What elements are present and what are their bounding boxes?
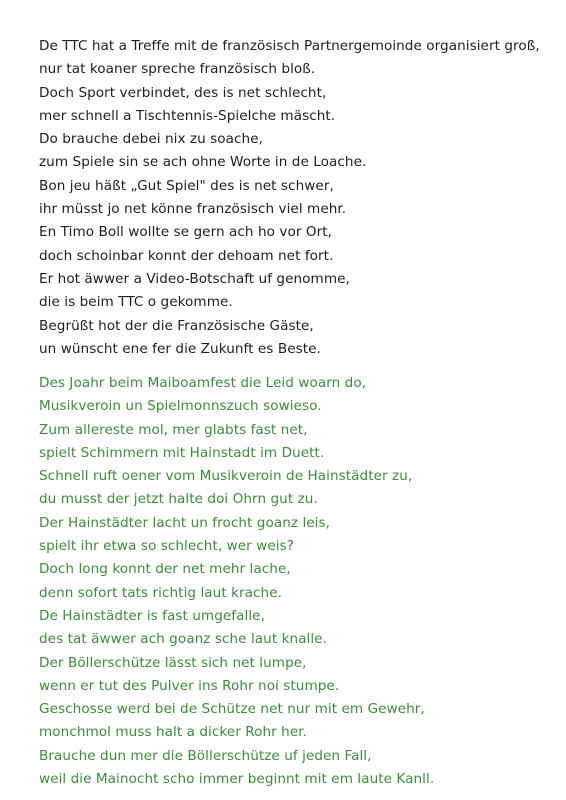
poem-line: des tat äwwer ach goanz sche laut knalle. (39, 631, 327, 648)
poem-stanza-maiboamfest (39, 372, 559, 791)
poem-line: Schnell ruft oener vom Musikveroin de Hainstädter zu, (39, 468, 413, 485)
poem-line: wenn er tut des Pulver ins Rohr noi stumpe. (39, 677, 340, 694)
poem-line: Er hot äwwer a Video-Botschaft uf genomme, (39, 270, 350, 287)
poem-line: spielt Schimmern mit Hainstadt im Duett. (39, 444, 325, 461)
poem-line: Zum allereste mol, mer glabts fast net, (39, 421, 308, 438)
poem-line: un wünscht ene fer die Zukunft es Beste. (39, 340, 321, 357)
poem-line: Des Joahr beim Maiboamfest die Leid woarn do, (39, 375, 367, 391)
poem-line: mer schnell a Tischtennis-Spielche mäscht. (39, 107, 336, 124)
poem-line: Doch Sport verbindet, des is net schlecht, (39, 84, 327, 101)
poem-stanza-ttc (39, 35, 559, 361)
poem-line: De TTC hat a Treffe mit de französisch Partnergemoinde organisiert groß, (39, 38, 540, 54)
poem-line: nur tat koaner spreche französisch bloß. (39, 61, 316, 78)
poem-line: spielt ihr etwa so schlecht, wer weis? (39, 538, 294, 555)
poem-line: ihr müsst jo net könne französisch viel mehr. (39, 201, 347, 218)
poem-line: denn sofort tats richtig laut krache. (39, 584, 282, 601)
poem-line: monchmol muss halt a dicker Rohr her. (39, 724, 307, 741)
poem-line: Musikveroin un Spielmonnszuch sowieso. (39, 398, 322, 415)
poem-line: weil die Mainocht scho immer beginnt mit em laute Kanll. (39, 771, 435, 788)
poem-line: Begrüßt hot der die Französische Gäste, (39, 317, 314, 334)
poem-line: Brauche dun mer die Böllerschütze uf jeden Fall, (39, 747, 372, 764)
poem-line: die is beim TTC o gekomme. (39, 294, 233, 311)
poem-line: doch schoinbar konnt der dehoam net fort. (39, 247, 334, 264)
poem-line: Do brauche debei nix zu soache, (39, 131, 264, 148)
poem-line: zum Spiele sin se ach ohne Worte in de Loache. (39, 154, 367, 171)
poem-line: Der Böllerschütze lässt sich net lumpe, (39, 654, 307, 671)
poem-line: En Timo Boll wollte se gern ach ho vor Ort, (39, 224, 332, 241)
poem-line: du musst der jetzt halte doi Ohrn gut zu. (39, 491, 318, 508)
poem-line: Der Hainstädter lacht un frocht goanz leis, (39, 514, 331, 531)
poem-line: Bon jeu häßt „Gut Spiel" des is net schwer, (39, 177, 334, 194)
poem-line: Doch long konnt der net mehr lache, (39, 561, 291, 578)
poem-line: Geschosse werd bei de Schütze net nur mit em Gewehr, (39, 701, 425, 718)
poem-line: De Hainstädter is fast umgefalle, (39, 607, 265, 624)
